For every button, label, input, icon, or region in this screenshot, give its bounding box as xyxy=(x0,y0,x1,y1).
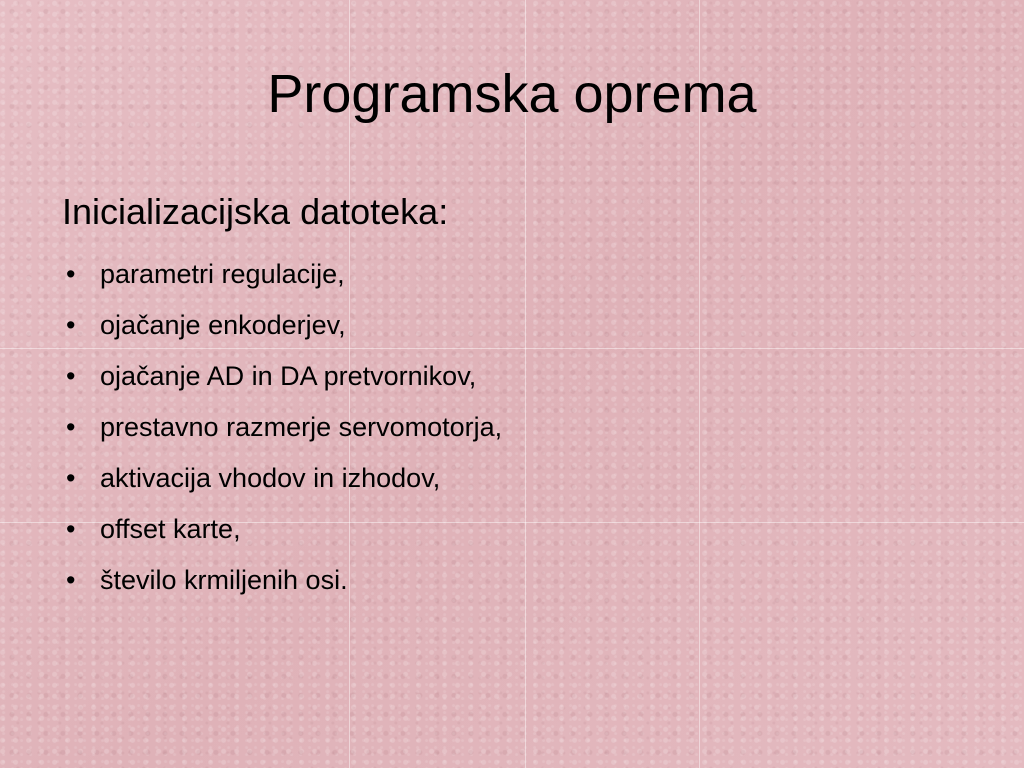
list-item xyxy=(62,405,502,456)
list-item xyxy=(62,354,502,405)
list-item xyxy=(62,252,502,303)
list-item-text: offset karte, xyxy=(100,514,241,544)
bullet-icon: • xyxy=(66,463,76,493)
list-item-text: ojačanje AD in DA pretvornikov, xyxy=(100,361,477,391)
bullet-icon: • xyxy=(66,259,76,289)
list-item-text: parametri regulacije, xyxy=(100,259,345,289)
list-item-text: ojačanje enkoderjev, xyxy=(100,310,346,340)
bullet-icon: • xyxy=(66,310,76,340)
list-item xyxy=(62,303,502,354)
bullet-icon: • xyxy=(66,361,76,391)
list-item-text: aktivacija vhodov in izhodov, xyxy=(100,463,441,493)
bullet-icon: • xyxy=(66,565,76,595)
list-item xyxy=(62,456,502,507)
list-item-text: število krmiljenih osi. xyxy=(100,565,348,595)
bullet-icon: • xyxy=(66,514,76,544)
slide-title: Programska oprema xyxy=(267,64,757,124)
bullet-list xyxy=(62,252,502,609)
bullet-icon: • xyxy=(66,412,76,442)
list-item xyxy=(62,507,502,558)
slide-subtitle: Inicializacijska datoteka: xyxy=(62,191,449,232)
list-item-text: prestavno razmerje servomotorja, xyxy=(100,412,503,442)
list-item xyxy=(62,558,502,609)
